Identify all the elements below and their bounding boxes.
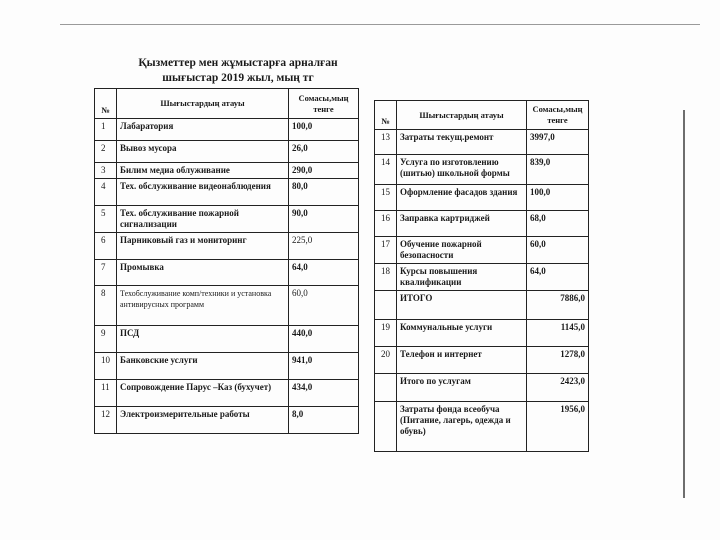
row-amount: 2423,0 [527,374,589,402]
table-row [375,320,589,347]
table-row [95,326,359,353]
table-row [375,185,589,211]
row-num: 20 [375,347,397,374]
row-name: Затраты текущ.ремонт [397,130,527,155]
table-row [95,353,359,380]
table-header-row [95,89,359,119]
row-num: 15 [375,185,397,211]
table-row [95,286,359,326]
row-amount: 7886,0 [527,291,589,320]
row-name: Телефон и интернет [397,347,527,374]
row-amount: 80,0 [289,179,359,206]
row-num: 1 [95,119,117,141]
expenses-table-right [374,100,589,452]
table-row [375,347,589,374]
row-name: Оформление фасадов здания [397,185,527,211]
row-amount: 90,0 [289,206,359,233]
row-name: Техобслуживание комп/техники и установка антивирусных программ [117,286,289,326]
title-line-1: Қызметтер мен жұмыстарға арналған [138,57,338,69]
row-name: Курсы повышения квалификации [397,264,527,291]
row-num: 7 [95,260,117,286]
row-num: 6 [95,233,117,260]
row-num: 11 [95,380,117,407]
row-num: 10 [95,353,117,380]
row-num [375,374,397,402]
row-amount: 290,0 [289,163,359,179]
row-amount: 64,0 [289,260,359,286]
page-edge-top [60,24,700,25]
row-amount: 440,0 [289,326,359,353]
row-num: 13 [375,130,397,155]
row-name: Банковские услуги [117,353,289,380]
row-amount: 60,0 [289,286,359,326]
row-name: ПСД [117,326,289,353]
table-row [375,291,589,320]
row-name: Электроизмерительные работы [117,407,289,434]
table-row [95,233,359,260]
row-amount: 100,0 [527,185,589,211]
row-num: 5 [95,206,117,233]
table-row [375,130,589,155]
row-amount: 941,0 [289,353,359,380]
row-num: 9 [95,326,117,353]
row-name: Заправка картриджей [397,211,527,237]
table-row [375,374,589,402]
row-name: Вывоз мусора [117,141,289,163]
table-row [95,206,359,233]
row-amount: 100,0 [289,119,359,141]
row-amount: 8,0 [289,407,359,434]
row-name: Промывка [117,260,289,286]
table-row [95,407,359,434]
row-name: Тех. обслуживание пожарной сигнализации [117,206,289,233]
expenses-table-left [94,88,359,434]
table-row [95,179,359,206]
row-name: Тех. обслуживание видеонаблюдения [117,179,289,206]
table-row [95,119,359,141]
col-header-name: Шығыстардың атауы [397,101,527,130]
col-header-num: № [375,101,397,130]
row-amount: 225,0 [289,233,359,260]
row-num [375,402,397,452]
row-amount: 434,0 [289,380,359,407]
page-edge-right [683,110,685,498]
row-amount: 1278,0 [527,347,589,374]
row-amount: 68,0 [527,211,589,237]
row-name: Билим медиа облуживание [117,163,289,179]
col-header-amount: Сомасы,мың тенге [527,101,589,130]
row-name: Коммунальные услуги [397,320,527,347]
row-name: Услуга по изготовлению (шитью) школьной формы [397,155,527,185]
row-amount: 839,0 [527,155,589,185]
table-row [375,237,589,264]
document-title [118,56,358,86]
row-amount: 3997,0 [527,130,589,155]
table-row [375,155,589,185]
col-header-amount: Сомасы,мың тенге [289,89,359,119]
row-num: 19 [375,320,397,347]
row-name: Лабаратория [117,119,289,141]
row-name: Сопровождение Парус –Каз (бухучет) [117,380,289,407]
row-name: Парниковый газ и мониторинг [117,233,289,260]
title-line-2: шығыстар 2019 жыл, мың тг [162,72,314,84]
table-row [375,211,589,237]
row-num: 17 [375,237,397,264]
row-num: 4 [95,179,117,206]
row-amount: 60,0 [527,237,589,264]
table-row [95,163,359,179]
col-header-num: № [95,89,117,119]
row-num: 2 [95,141,117,163]
row-name: Обучение пожарной безопасности [397,237,527,264]
row-name: Затраты фонда всеобуча (Питание, лагерь, одежда и обувь) [397,402,527,452]
col-header-name: Шығыстардың атауы [117,89,289,119]
row-amount: 64,0 [527,264,589,291]
table-row [95,141,359,163]
row-num: 3 [95,163,117,179]
row-num: 12 [95,407,117,434]
table-row [95,380,359,407]
row-num [375,291,397,320]
row-num: 8 [95,286,117,326]
table-header-row [375,101,589,130]
row-num: 18 [375,264,397,291]
row-amount: 1145,0 [527,320,589,347]
table-row [375,264,589,291]
row-amount: 1956,0 [527,402,589,452]
table-row [375,402,589,452]
row-num: 16 [375,211,397,237]
row-name: Итого по услугам [397,374,527,402]
row-amount: 26,0 [289,141,359,163]
table-row [95,260,359,286]
row-num: 14 [375,155,397,185]
row-name: ИТОГО [397,291,527,320]
